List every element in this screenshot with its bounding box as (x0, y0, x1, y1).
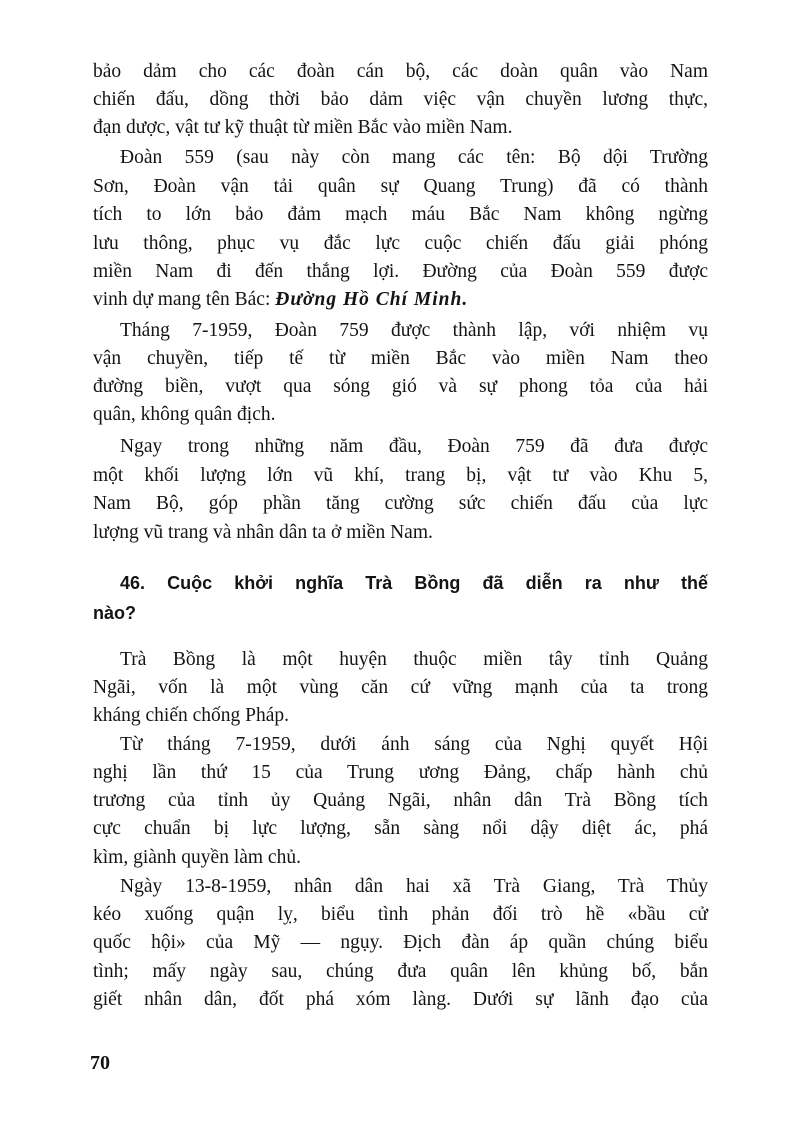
text-line (93, 846, 708, 870)
text-line (93, 403, 708, 427)
line-text: chiến đấu, dồng thời bảo dảm việc vận chuyền lương thực, (93, 89, 708, 110)
text-line (120, 319, 708, 343)
text-line (93, 903, 708, 927)
line-text: bảo dảm cho các đoàn cán bộ, các doàn quân vào Nam (93, 61, 708, 82)
text-line (120, 875, 708, 899)
text-line (93, 375, 708, 399)
emphasized-text: Đường Hồ Chí Minh. (275, 289, 469, 310)
section-heading (93, 601, 708, 625)
text-line (120, 648, 708, 672)
text-line (93, 817, 708, 841)
line-text: vinh dự mang tên Bác: (93, 289, 271, 310)
text-line (93, 88, 708, 112)
line-text: một khối lượng lớn vũ khí, trang bị, vật tư vào Khu 5, (93, 465, 708, 486)
line-text: lượng vũ trang và nhân dân ta ở miền Nam. (93, 522, 433, 543)
line-text: nghị lần thứ 15 của Trung ương Đảng, chấp hành chủ (93, 762, 708, 783)
line-text: quân, không quân địch. (93, 404, 276, 425)
line-text: nào? (93, 603, 136, 623)
line-text: trương của tỉnh ủy Quảng Ngãi, nhân dân Trà Bồng tích (93, 790, 708, 811)
line-text: Đoàn 559 (sau này còn mang các tên: Bộ dội Trường (120, 147, 708, 168)
line-text: miền Nam đi đến thắng lợi. Đường của Đoàn 559 được (93, 261, 708, 282)
line-text: Tháng 7-1959, Đoàn 759 được thành lập, với nhiệm vụ (120, 320, 708, 341)
text-line (93, 260, 708, 284)
text-line (93, 789, 708, 813)
line-text: kìm, giành quyền làm chủ. (93, 847, 301, 868)
line-text: kháng chiến chống Pháp. (93, 705, 290, 726)
line-text: Ngãi, vốn là một vùng căn cứ vững mạnh của ta trong (93, 677, 708, 698)
text-line (93, 288, 708, 312)
text-line (120, 435, 708, 459)
line-text: cực chuẩn bị lực lượng, sẵn sàng nổi dậy diệt ác, phá (93, 818, 708, 839)
page-number: 70 (90, 1052, 110, 1074)
text-line (120, 146, 708, 170)
text-line (93, 761, 708, 785)
line-text: quốc hội» của Mỹ — ngụy. Địch đàn áp quần chúng biểu (93, 932, 708, 953)
line-text: Trà Bồng là một huyện thuộc miền tây tỉnh Quảng (120, 649, 708, 670)
section-heading (120, 571, 708, 595)
line-text: đạn dược, vật tư kỹ thuật từ miền Bắc vào miền Nam. (93, 117, 513, 138)
text-line (93, 232, 708, 256)
line-text: Ngay trong những năm đầu, Đoàn 759 đã đưa được (120, 436, 708, 457)
text-line (93, 704, 708, 728)
line-text: tích to lớn bảo đảm mạch máu Bắc Nam không ngừng (93, 204, 708, 225)
text-line (93, 988, 708, 1012)
text-line (93, 931, 708, 955)
text-line (93, 203, 708, 227)
text-line (93, 60, 708, 84)
text-line (93, 960, 708, 984)
text-line (120, 733, 708, 757)
text-line (93, 175, 708, 199)
line-text: đường biền, vượt qua sóng gió và sự phong tỏa của hải (93, 376, 708, 397)
line-text: Từ tháng 7-1959, dưới ánh sáng của Nghị quyết Hội (120, 734, 708, 755)
line-text: kéo xuống quận lỵ, biểu tình phản đối trò hề «bầu cử (93, 904, 708, 925)
text-line (93, 676, 708, 700)
line-text: vận chuyền, tiếp tế từ miền Bắc vào miền Nam theo (93, 348, 708, 369)
line-text: giết nhân dân, đốt phá xóm làng. Dưới sự lãnh đạo của (93, 989, 708, 1010)
text-line (93, 464, 708, 488)
line-text: lưu thông, phục vụ đắc lực cuộc chiến đấu giải phóng (93, 233, 708, 254)
line-text: Sơn, Đoàn vận tải quân sự Quang Trung) đã có thành (93, 176, 708, 197)
text-line (93, 347, 708, 371)
line-text: tình; mấy ngày sau, chúng đưa quân lên khủng bố, bắn (93, 961, 708, 982)
text-line (93, 116, 708, 140)
line-text: Ngày 13-8-1959, nhân dân hai xã Trà Giang, Trà Thủy (120, 876, 708, 897)
text-line (93, 492, 708, 516)
line-text: 46. Cuộc khởi nghĩa Trà Bồng đã diễn ra như thế (120, 573, 708, 593)
text-line (93, 521, 708, 545)
line-text: Nam Bộ, góp phần tăng cường sức chiến đấu của lực (93, 493, 708, 514)
